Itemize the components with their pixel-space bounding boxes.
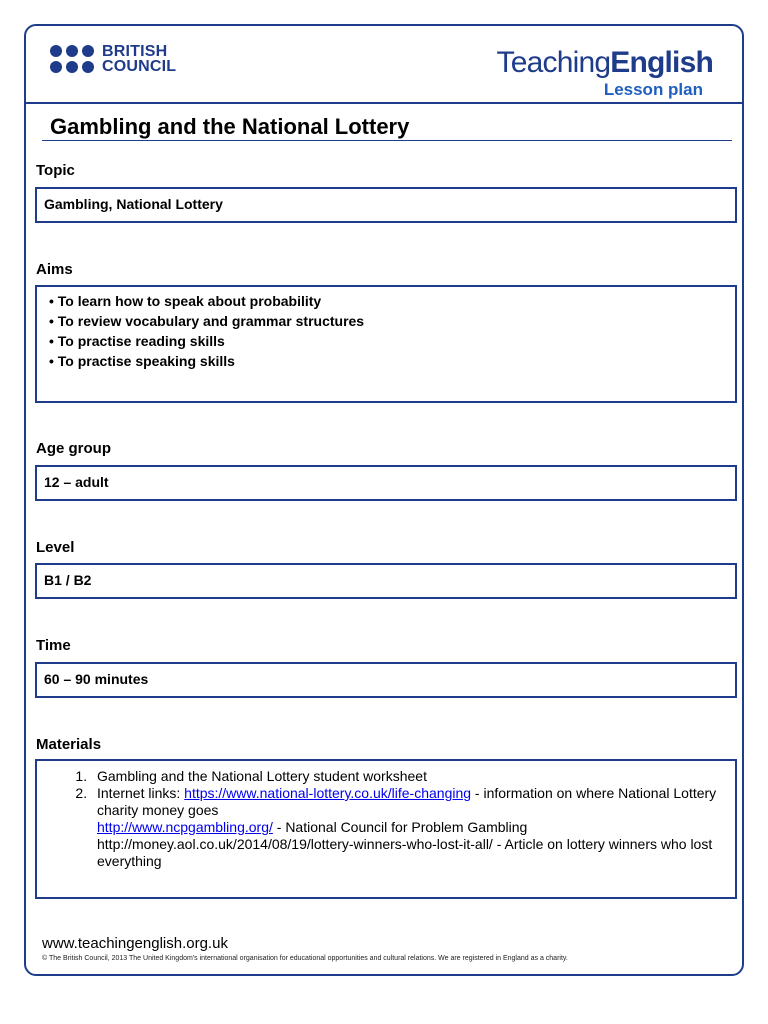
logo-dots-icon	[50, 45, 94, 73]
age-group-value: 12 – adult	[44, 474, 109, 490]
ncpgambling-link[interactable]: http://www.ncpgambling.org/	[97, 819, 273, 835]
topic-label: Topic	[36, 162, 75, 179]
aim-item: • To learn how to speak about probability	[49, 293, 322, 309]
material-item	[91, 768, 725, 785]
material-item	[91, 785, 725, 870]
age-group-box	[35, 465, 737, 501]
time-label: Time	[36, 637, 71, 654]
level-value: B1 / B2	[44, 572, 92, 588]
link2-description: - National Council for Problem Gambling	[272, 819, 528, 835]
material-item1-text: Gambling and the National Lottery student worksheet	[97, 768, 427, 784]
time-value: 60 – 90 minutes	[44, 671, 149, 687]
materials-box	[35, 759, 737, 899]
topic-value: Gambling, National Lottery	[44, 196, 223, 212]
footer-url: www.teachingenglish.org.uk	[42, 935, 228, 952]
header-divider	[25, 102, 743, 104]
link1-description: - information on where National Lottery charity money goes	[97, 785, 717, 818]
topic-box	[35, 187, 737, 223]
aim-item: • To practise reading skills	[49, 333, 225, 349]
level-label: Level	[36, 539, 75, 556]
level-box	[35, 563, 737, 599]
aim-item: • To practise speaking skills	[49, 353, 235, 369]
lesson-plan-subtitle: Lesson plan	[603, 80, 703, 99]
aims-label: Aims	[36, 261, 73, 278]
brand-bold: English	[610, 46, 713, 79]
title-underline	[42, 140, 732, 141]
page-title: Gambling and the National Lottery	[50, 114, 410, 139]
teachingenglish-brand	[497, 46, 713, 80]
materials-label: Materials	[36, 736, 102, 753]
time-box	[35, 662, 737, 698]
age-group-label: Age group	[36, 440, 111, 457]
aol-article-text: http://money.aol.co.uk/2014/08/19/lottery-winners-who-lost-it-all/ - Article on lottery winners who lost everything	[97, 836, 713, 869]
british-council-logo	[50, 44, 176, 74]
internet-links-label: Internet links:	[97, 785, 185, 801]
brand-light: Teaching	[496, 46, 611, 79]
national-lottery-link[interactable]: https://www.national-lottery.co.uk/life-changing	[184, 785, 472, 801]
logo-text-line1: BRITISH	[102, 43, 168, 60]
aims-box	[35, 285, 737, 403]
aim-item: • To review vocabulary and grammar structures	[49, 313, 365, 329]
logo-text-line2: COUNCIL	[102, 58, 177, 75]
footer-copyright: © The British Council, 2013 The United Kingdom's international organisation for educational opportunities and cultural relations. We are registered in England as a charity.	[42, 955, 568, 962]
